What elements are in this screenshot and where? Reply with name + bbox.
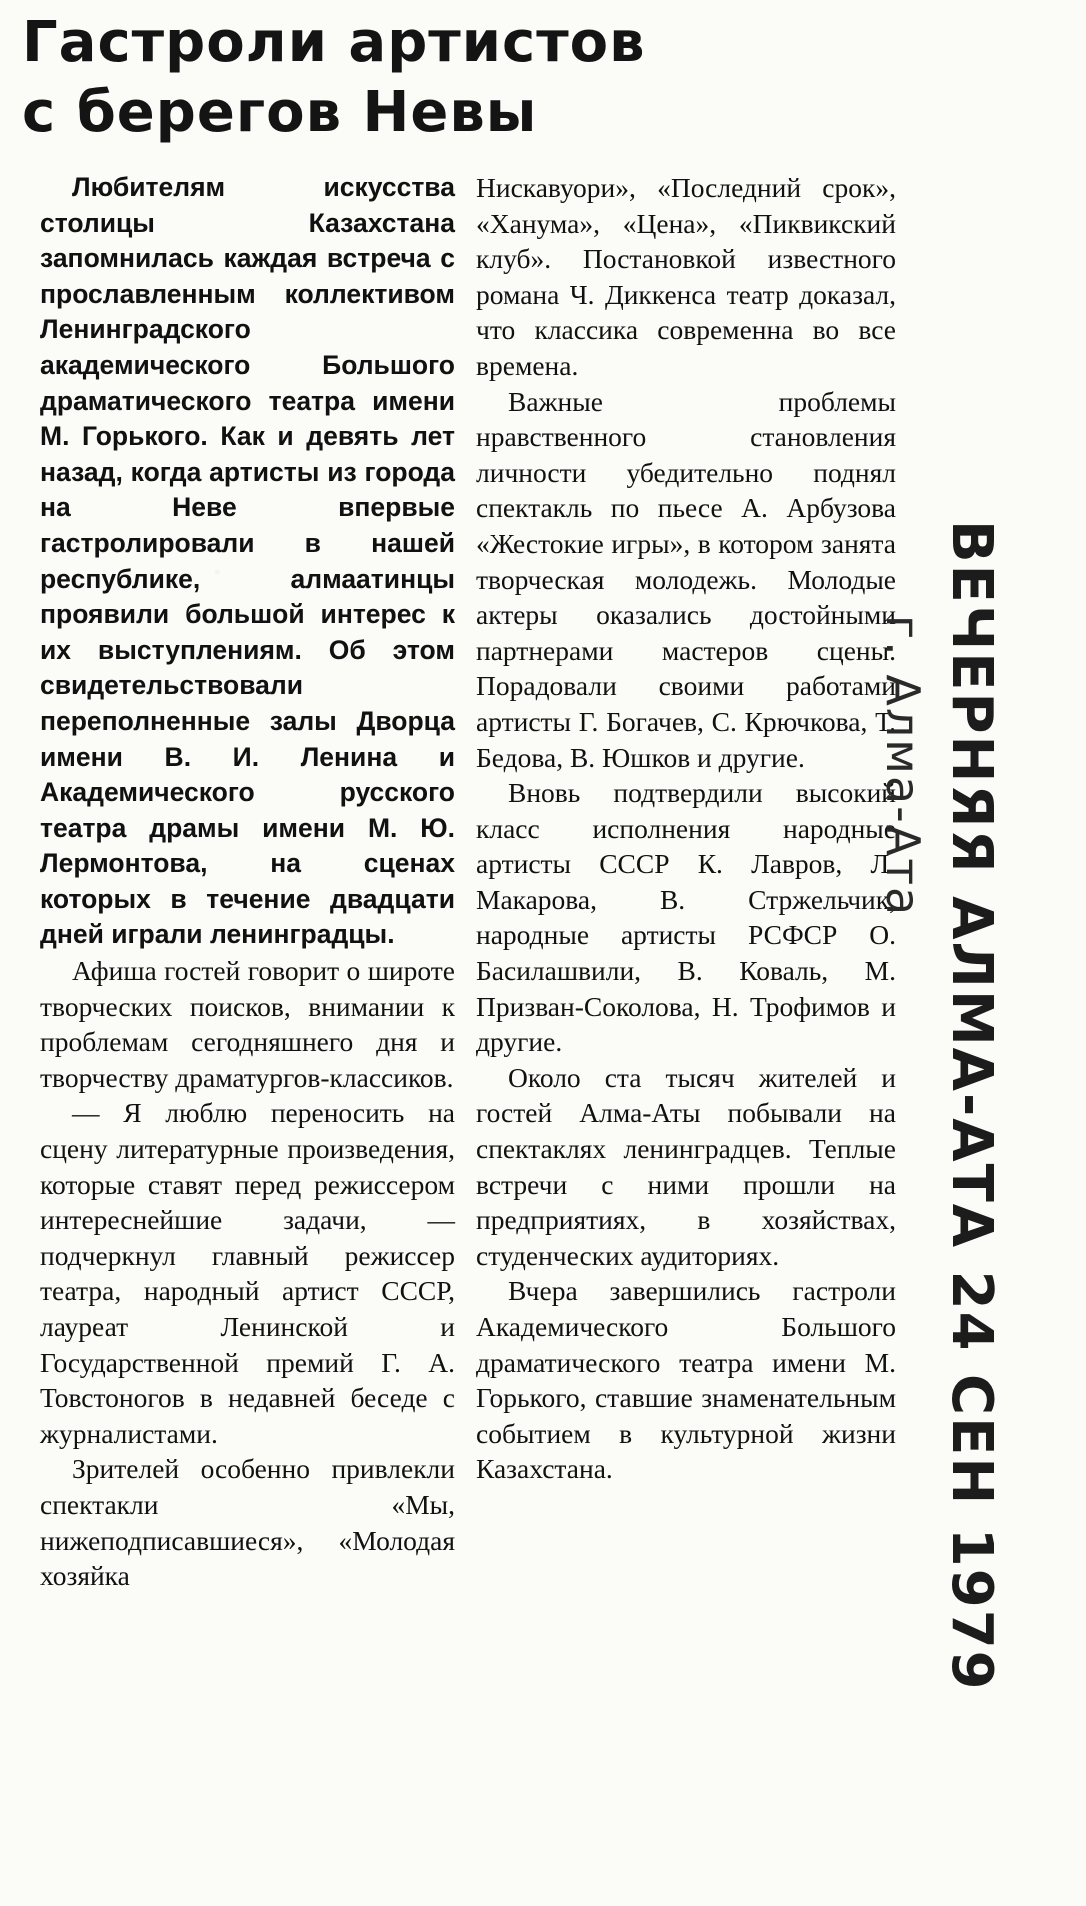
- article-column-right: [476, 170, 896, 1487]
- city-stamp: г. Алма-Ата: [876, 615, 930, 918]
- article-paragraph-3: — Я люблю переносить на сцену литературные произведения, которые ставят перед режиссером интереснейшие задачи, — подчеркнул главный режиссер театра, народный артист СССР, лауреат Ленинской и Государственной премий Г. А. Товстоногов в недавней беседе с журналистами.: [40, 1097, 455, 1449]
- headline: [22, 8, 702, 148]
- article-paragraph-7: Около ста тысяч жителей и гостей Алма-Аты побывали на спектаклях ленинградцев. Теплые встречи с ними прошли на предприятиях, в хозяйствах, студенческих аудиториях.: [476, 1061, 896, 1271]
- article-paragraph-8: Вчера завершились гастроли Академического Большого драматического театра имени М. Горького, ставшие знаменательным событием в культурной жизни Казахстана.: [476, 1275, 896, 1485]
- article-paragraph-1: Любителям искусства столицы Казахстана запомнилась каждая встреча с прославленным коллективом Ленинградского академического Большого драматического театра имени М. Горького. Как и девять лет назад, когда артисты из города на Неве впервые гастролировали в нашей республике, алмаатинцы проявили большой интерес к их выступлениям. Об этом свидетельствовали переполненные залы Дворца имени В. И. Ленина и Академического русского театра драмы имени М. Ю. Лермонтова, на сценах которых в течение двадцати дней играли ленинградцы.: [40, 172, 455, 950]
- newspaper-date-stamp: ВЕЧЕРНЯЯ АЛМА-АТА 24 СЕН 1979: [939, 520, 1004, 1692]
- article-paragraph-2: Афиша гостей говорит о широте творческих поисков, внимании к проблемам сегодняшнего дня и творчеству драматургов-классиков.: [40, 955, 455, 1093]
- headline-line-1: Гастроли артистов: [22, 10, 646, 75]
- article-paragraph-4: Зрителей особенно привлекли спектакли «Мы, нижеподписавшиеся», «Молодая хозяйка: [40, 1453, 455, 1592]
- article-paragraph-5: Важные проблемы нравственного становления личности убедительно поднял спектакль по пьесе А. Арбузова «Жестокие игры», в котором занята творческая молодежь. Молодые актеры оказались достойными партнерами мастеров сцены. Порадовали своими работами артисты Г. Богачев, С. Крючкова, Т. Бедова, В. Юшков и другие.: [476, 385, 896, 773]
- article-column-left: [40, 170, 455, 1594]
- headline-line-2: с берегов Невы: [22, 80, 538, 145]
- article-paragraph-6: Вновь подтвердили высокий класс исполнения народные артисты СССР К. Лавров, Л. Макарова, В. Стржельчик, народные артисты РСФСР О. Басилашвили, В. Коваль, М. Призван-Соколова, Н. Трофимов и другие.: [476, 777, 896, 1058]
- article-paragraph-4-continued: Нискавуори», «Последний срок», «Ханума», «Цена», «Пиквикский клуб». Постановкой известного романа Ч. Диккенса театр доказал, что классика современна во все времена.: [476, 172, 896, 381]
